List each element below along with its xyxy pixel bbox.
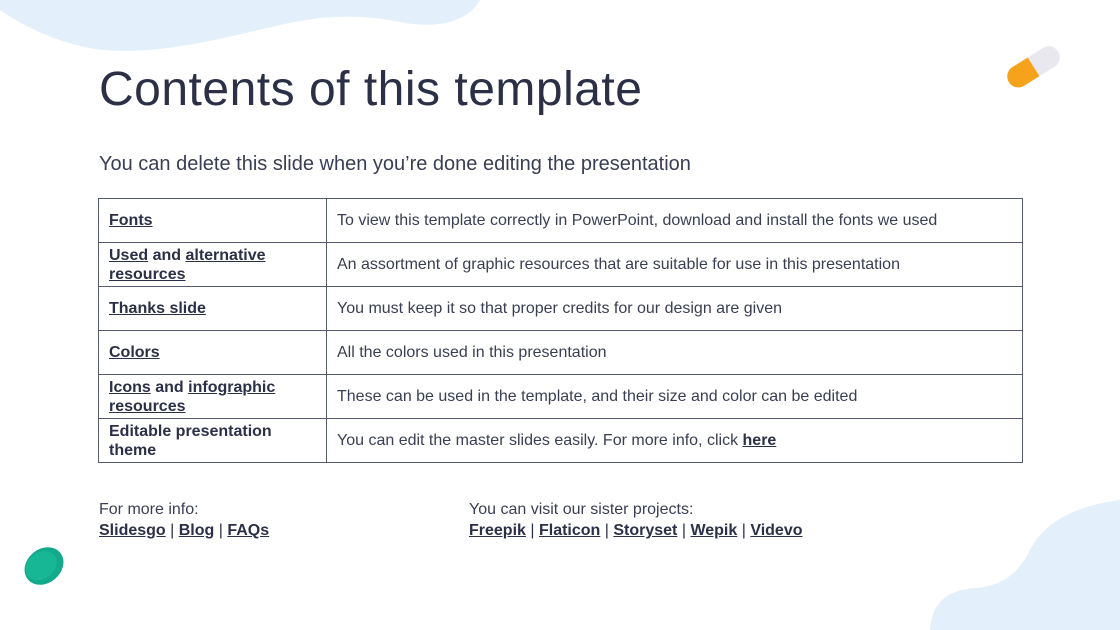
decorative-blob-bottom <box>930 500 1120 630</box>
row-description-cell <box>327 199 1023 243</box>
table-row <box>99 287 1023 331</box>
term-text: and <box>150 378 189 396</box>
row-term-cell <box>99 419 327 463</box>
desc-text: To view this template correctly in PowerPoint, download and install the fonts we used <box>337 212 938 229</box>
term-link-used[interactable]: Used <box>109 246 149 264</box>
link-separator: | <box>737 522 751 539</box>
row-term-cell <box>99 375 327 419</box>
row-description-cell <box>327 287 1023 331</box>
row-term-cell <box>99 331 327 375</box>
row-term-cell <box>99 287 327 331</box>
term-text: Editable presentation theme <box>109 422 272 459</box>
decorative-blob-top <box>0 0 490 60</box>
row-description-cell <box>327 243 1023 287</box>
footer-more-info-label: For more info: <box>99 501 199 518</box>
term-link-infographic-resources[interactable]: infographic resources <box>109 378 276 415</box>
footer-link-freepik[interactable]: Freepik <box>469 522 526 539</box>
row-description-cell <box>327 419 1023 463</box>
row-description-cell <box>327 375 1023 419</box>
term-link-thanks-slide[interactable]: Thanks slide <box>109 300 206 317</box>
page-title: Contents of this template <box>99 63 643 116</box>
footer-link-slidesgo[interactable]: Slidesgo <box>99 522 166 539</box>
footer-link-videvo[interactable]: Videvo <box>750 522 803 539</box>
table-row <box>99 199 1023 243</box>
desc-link-here[interactable]: here <box>742 432 777 449</box>
row-term-cell <box>99 243 327 287</box>
term-link-alternative-resources[interactable]: alternative resources <box>109 246 266 283</box>
desc-text: You must keep it so that proper credits for our design are given <box>337 300 782 317</box>
footer-link-blog[interactable]: Blog <box>178 522 215 539</box>
footer-link-storyset[interactable]: Storyset <box>613 522 678 539</box>
link-separator: | <box>677 522 691 539</box>
row-description-cell <box>327 331 1023 375</box>
contents-table <box>98 198 1023 463</box>
term-link-colors[interactable]: Colors <box>109 344 160 361</box>
table-row <box>99 419 1023 463</box>
page-subtitle: You can delete this slide when you’re done editing the presentation <box>99 153 691 175</box>
row-term-cell <box>99 199 327 243</box>
table-row <box>99 243 1023 287</box>
footer-more-info-links <box>99 520 269 541</box>
table-row <box>99 331 1023 375</box>
pill-capsule-icon <box>998 38 1068 94</box>
footer-link-flaticon[interactable]: Flaticon <box>538 522 601 539</box>
desc-text: You can edit the master slides easily. For more info, click <box>337 432 743 449</box>
term-link-icons[interactable]: Icons <box>109 378 151 396</box>
link-separator: | <box>600 522 614 539</box>
link-separator: | <box>214 522 228 539</box>
footer-link-wepik[interactable]: Wepik <box>690 522 738 539</box>
term-text: and <box>148 246 186 264</box>
footer-sister-projects <box>469 499 802 541</box>
footer-sister-projects-links <box>469 520 802 541</box>
term-link-fonts[interactable]: Fonts <box>109 212 153 229</box>
desc-text: An assortment of graphic resources that are suitable for use in this presentation <box>337 256 900 273</box>
green-tablet-icon <box>18 540 70 592</box>
link-separator: | <box>165 522 179 539</box>
table-row <box>99 375 1023 419</box>
desc-text: These can be used in the template, and their size and color can be edited <box>337 388 858 405</box>
footer-more-info <box>99 499 269 541</box>
footer-sister-projects-label: You can visit our sister projects: <box>469 501 694 518</box>
desc-text: All the colors used in this presentation <box>337 344 607 361</box>
link-separator: | <box>525 522 539 539</box>
footer-link-faqs[interactable]: FAQs <box>227 522 270 539</box>
